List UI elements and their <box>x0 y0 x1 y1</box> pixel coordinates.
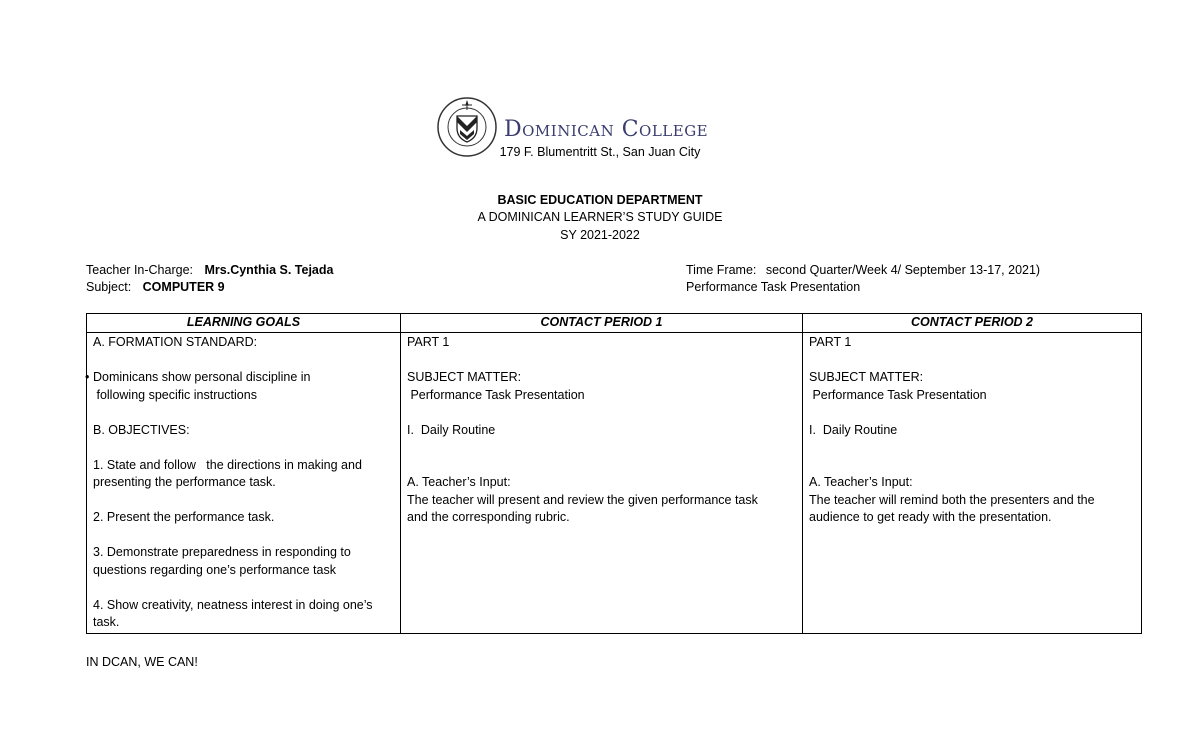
objective-2: 2. Present the performance task. <box>93 510 275 524</box>
objective-4-line-1: 4. Show creativity, neatness interest in doing one’s <box>93 597 373 612</box>
teacher-line <box>86 263 333 277</box>
subject-line <box>86 280 225 294</box>
table-header-row <box>87 314 1142 333</box>
p2-part: PART 1 <box>809 335 852 349</box>
objectives-label: B. OBJECTIVES: <box>93 422 190 437</box>
objective-3-line-1: 3. Demonstrate preparedness in responding to <box>93 545 351 559</box>
header-contact-period-2: CONTACT PERIOD 2 <box>803 314 1142 333</box>
p1-input-line-1: The teacher will present and review the given performance task <box>407 492 758 507</box>
table-row <box>87 333 1142 634</box>
p1-subject-matter-label: SUBJECT MATTER: <box>407 370 522 384</box>
task-title: Performance Task Presentation <box>686 280 861 294</box>
p1-part: PART 1 <box>407 335 450 349</box>
guide-title: A DOMINICAN LEARNER’S STUDY GUIDE <box>477 210 723 224</box>
college-name: Dominican College <box>504 116 709 142</box>
bullet-icon: • <box>85 370 90 384</box>
p1-input-line-2: and the corresponding rubric. <box>407 510 570 524</box>
header-learning-goals: LEARNING GOALS <box>87 314 401 333</box>
objective-1-line-1: 1. State and follow the directions in making and <box>93 457 362 472</box>
footer-motto: IN DCAN, WE CAN! <box>86 655 198 669</box>
formation-line-2: following specific instructions <box>93 387 257 402</box>
teacher-label: Teacher In-Charge: <box>86 263 194 277</box>
p2-input-line-1: The teacher will remind both the presenters and the <box>809 492 1095 507</box>
teacher-name: Mrs.Cynthia S. Tejada <box>204 263 334 277</box>
learning-goals-cell <box>87 333 401 634</box>
p2-subject-matter: Performance Task Presentation <box>809 387 987 402</box>
time-frame-line <box>686 263 1040 277</box>
formation-line-1: Dominicans show personal discipline in <box>93 370 311 384</box>
p1-daily-routine: I. Daily Routine <box>407 422 496 437</box>
contact-period-2-cell <box>803 333 1142 634</box>
p2-subject-matter-label: SUBJECT MATTER: <box>809 370 924 384</box>
subject-name: COMPUTER 9 <box>142 280 225 294</box>
objective-3-line-2: questions regarding one’s performance task <box>93 562 336 577</box>
formation-standard <box>85 369 394 387</box>
subject-label: Subject: <box>86 280 132 294</box>
address: 179 F. Blumentritt St., San Juan City <box>499 145 701 159</box>
objective-1-line-2: presenting the performance task. <box>93 475 276 489</box>
p2-daily-routine: I. Daily Routine <box>809 422 898 437</box>
p2-input-line-2: audience to get ready with the presentation. <box>809 510 1052 524</box>
p2-input-label: A. Teacher’s Input: <box>809 475 913 489</box>
contact-period-1-cell <box>401 333 803 634</box>
p1-subject-matter: Performance Task Presentation <box>407 387 585 402</box>
time-frame-value: second Quarter/Week 4/ September 13-17, 2021) <box>765 263 1041 277</box>
objective-4-line-2: task. <box>93 615 120 629</box>
formation-label: A. FORMATION STANDARD: <box>93 335 258 349</box>
header-contact-period-1: CONTACT PERIOD 1 <box>401 314 803 333</box>
school-year: SY 2021-2022 <box>560 228 640 242</box>
time-frame-label: Time Frame: <box>686 263 757 277</box>
p1-input-label: A. Teacher’s Input: <box>407 475 511 489</box>
department: BASIC EDUCATION DEPARTMENT <box>497 193 703 207</box>
study-guide-table <box>86 313 1142 634</box>
